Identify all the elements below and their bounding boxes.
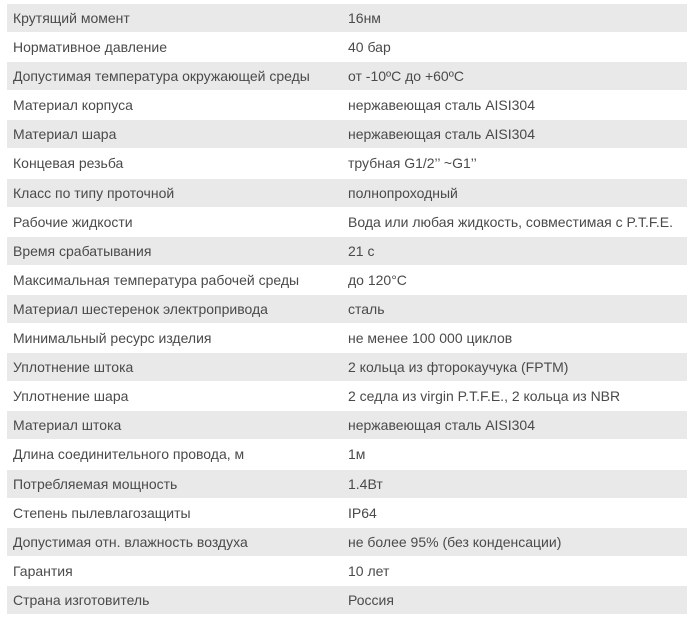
spec-name: Уплотнение шара (7, 382, 343, 411)
spec-value: 1м (343, 440, 687, 469)
spec-value: 10 лет (343, 556, 687, 585)
spec-row (7, 178, 687, 207)
spec-value: сталь (343, 294, 687, 323)
spec-name: Максимальная температура рабочей среды (7, 265, 343, 294)
spec-value: трубная G1/2’’ ~G1’’ (343, 149, 687, 178)
spec-value: полнопроходный (343, 178, 687, 207)
spec-name: Материал шестеренок электропривода (7, 294, 343, 323)
spec-name: Допустимая отн. влажность воздуха (7, 527, 343, 556)
spec-row (7, 324, 687, 353)
spec-row (7, 469, 687, 498)
spec-name: Материал корпуса (7, 91, 343, 120)
spec-value: IP64 (343, 498, 687, 527)
spec-row (7, 353, 687, 382)
spec-value: не более 95% (без конденсации) (343, 527, 687, 556)
spec-row (7, 382, 687, 411)
spec-row (7, 527, 687, 556)
spec-name: Степень пылевлагозащиты (7, 498, 343, 527)
spec-row (7, 91, 687, 120)
spec-name: Рабочие жидкости (7, 207, 343, 236)
spec-name: Нормативное давление (7, 33, 343, 62)
spec-row (7, 265, 687, 294)
spec-name: Допустимая температура окружающей среды (7, 62, 343, 91)
spec-row (7, 149, 687, 178)
spec-row (7, 411, 687, 440)
spec-row (7, 294, 687, 323)
spec-value: 2 кольца из фторокаучука (FPTM) (343, 353, 687, 382)
spec-value: нержавеющая сталь AISI304 (343, 120, 687, 149)
spec-name: Длина соединительного провода, м (7, 440, 343, 469)
spec-name: Минимальный ресурс изделия (7, 324, 343, 353)
spec-value: 40 бар (343, 33, 687, 62)
spec-row (7, 62, 687, 91)
spec-value: не менее 100 000 циклов (343, 324, 687, 353)
spec-name: Гарантия (7, 556, 343, 585)
spec-row (7, 498, 687, 527)
spec-table-body (7, 4, 687, 614)
spec-value: до 120°С (343, 265, 687, 294)
spec-row (7, 33, 687, 62)
spec-value: Россия (343, 585, 687, 614)
spec-row (7, 207, 687, 236)
spec-value: 16нм (343, 4, 687, 33)
spec-row (7, 556, 687, 585)
spec-value: 2 седла из virgin P.T.F.E., 2 кольца из NBR (343, 382, 687, 411)
spec-name: Крутящий момент (7, 4, 343, 33)
spec-value: 1.4Вт (343, 469, 687, 498)
spec-name: Класс по типу проточной (7, 178, 343, 207)
spec-name: Время срабатывания (7, 236, 343, 265)
spec-name: Уплотнение штока (7, 353, 343, 382)
spec-row (7, 4, 687, 33)
spec-row (7, 120, 687, 149)
spec-table (7, 4, 687, 615)
spec-name: Потребляемая мощность (7, 469, 343, 498)
spec-value: нержавеющая сталь AISI304 (343, 91, 687, 120)
spec-name: Материал шара (7, 120, 343, 149)
spec-value: 21 с (343, 236, 687, 265)
spec-value: нержавеющая сталь AISI304 (343, 411, 687, 440)
spec-name: Страна изготовитель (7, 585, 343, 614)
spec-value: Вода или любая жидкость, совместимая с P.T.F.E. (343, 207, 687, 236)
spec-name: Материал штока (7, 411, 343, 440)
spec-name: Концевая резьба (7, 149, 343, 178)
spec-row (7, 440, 687, 469)
spec-row (7, 585, 687, 614)
spec-row (7, 236, 687, 265)
spec-value: от -10ºС до +60ºС (343, 62, 687, 91)
